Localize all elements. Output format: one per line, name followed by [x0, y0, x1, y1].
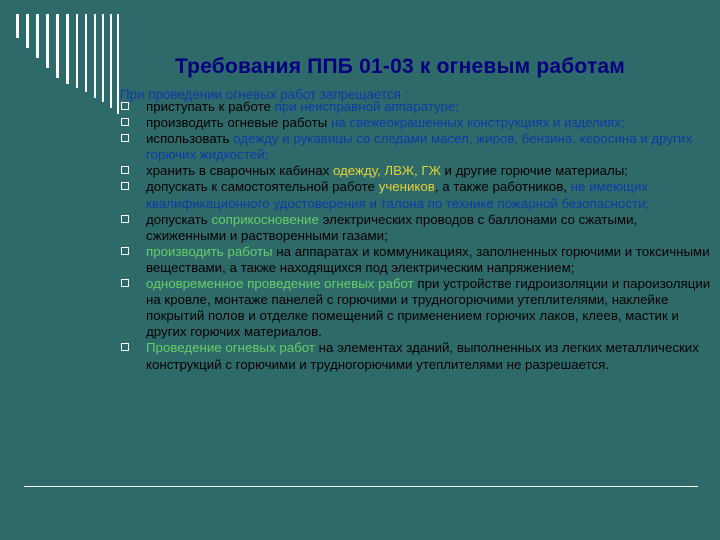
list-item-text: одновременное проведение огневых работ	[146, 276, 414, 292]
list-item	[120, 244, 716, 276]
hollow-square-bullet-icon	[121, 182, 129, 190]
list-item-text: соприкосновение	[211, 211, 319, 227]
list-item-text: , а также работников,	[434, 179, 571, 195]
list-item-text: приступать к работе	[146, 99, 275, 114]
decorative-bar	[76, 14, 78, 88]
decorative-bar	[102, 14, 104, 102]
list-item	[120, 276, 716, 340]
list-item	[120, 340, 716, 372]
decorative-bars	[16, 14, 126, 114]
list-item-text: производить работы	[146, 243, 273, 259]
list-item	[120, 212, 716, 244]
list-item-text: не имеющих квалификационного удостоверения и талона по технике пожарной безопасности;	[146, 179, 650, 211]
list-item	[120, 179, 716, 211]
list-item-text: на свежеокрашенных конструкциях и изделиях;	[330, 115, 625, 131]
list-item-text: на элементах зданий, выполненных из легких металлических конструкций с горючими и трудногорючими утеплителями не разрешается.	[146, 340, 699, 372]
hollow-square-bullet-icon	[121, 166, 129, 174]
decorative-bar	[16, 14, 19, 38]
hollow-square-bullet-icon	[121, 247, 129, 255]
list-item-text: производить огневые работы	[146, 115, 331, 131]
decorative-bar	[26, 14, 29, 48]
list-item-text: одежду и рукавицы со следами масел, жиров, бензина, керосина и других горючих жидкостей;	[146, 131, 693, 163]
list-item-text: допускать к самостоятельной работе	[146, 179, 379, 195]
list-item-text: учеников	[378, 179, 435, 195]
decorative-bar	[36, 14, 39, 58]
decorative-bar	[46, 14, 49, 68]
decorative-bar	[85, 14, 87, 92]
list-item-text: и другие горючие материалы;	[440, 163, 628, 179]
hollow-square-bullet-icon	[121, 102, 129, 110]
list-item-text: хранить в сварочных кабинах	[146, 163, 333, 179]
decorative-bar	[94, 14, 96, 98]
hollow-square-bullet-icon	[121, 343, 129, 351]
list-item	[120, 115, 716, 131]
intro-text: При проведении огневых работ запрещается :	[120, 87, 409, 102]
decorative-bar	[56, 14, 59, 78]
list-item-text: Проведение огневых работ	[146, 340, 315, 356]
hollow-square-bullet-icon	[121, 215, 129, 223]
requirements-list	[120, 99, 716, 373]
hollow-square-bullet-icon	[121, 134, 129, 142]
bottom-divider	[24, 486, 698, 487]
decorative-bar	[117, 14, 119, 114]
decorative-bar	[110, 14, 112, 108]
list-item	[120, 131, 716, 163]
list-item-text: при устройстве гидроизоляции и пароизоляции на кровле, монтаже панелей с горючими и трудногорючими утеплителями, наклейке покрытий полов и отделке помещений с применением горючих лаков, клеев, мастик и других горючих материалов.	[146, 276, 711, 340]
list-item-text: на аппаратах и коммуникациях, заполненных горючими и токсичными веществами, а также находящихся под электрическим напряжением;	[146, 243, 710, 275]
list-item-text: одежду, ЛВЖ, ГЖ	[332, 163, 441, 179]
decorative-bar	[66, 14, 69, 84]
slide-title: Требования ППБ 01-03 к огневым работам	[174, 55, 626, 78]
list-item	[120, 163, 716, 179]
list-item-text: допускать	[146, 211, 212, 227]
list-item-text: использовать	[146, 131, 234, 147]
list-item-text: электрических проводов с баллонами со сжатыми, сжиженными и растворенными газами;	[146, 211, 638, 243]
hollow-square-bullet-icon	[121, 118, 129, 126]
list-item-text: при неисправной аппаратуре;	[274, 99, 459, 114]
list-item	[120, 99, 716, 115]
hollow-square-bullet-icon	[121, 279, 129, 287]
